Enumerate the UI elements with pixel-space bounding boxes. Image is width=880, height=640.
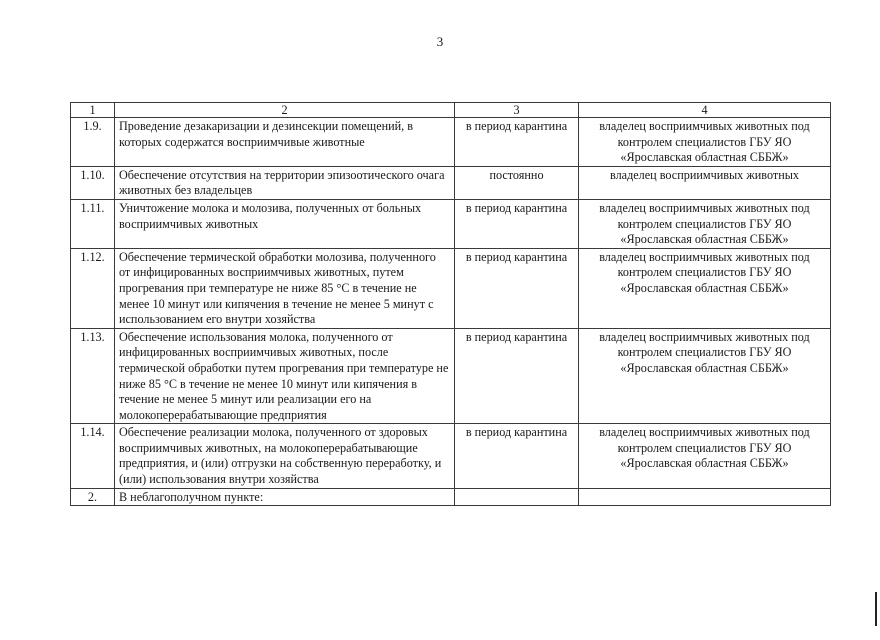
row-number: 1.9. <box>71 118 115 167</box>
row-action: Проведение дезакаризации и дезинсекции помещений, в которых содержатся восприимчивые животные <box>115 118 455 167</box>
row-action: Обеспечение реализации молока, полученного от здоровых восприимчивых животных, на молокоперерабатывающие предприятия, и (или) отгрузки на собственную переработку, и (или) использования внутри хозяйства <box>115 424 455 488</box>
table-header-row <box>71 103 831 118</box>
row-responsible: владелец восприимчивых животных под контролем специалистов ГБУ ЯО «Ярославская областная СББЖ» <box>579 118 831 167</box>
measures-table <box>70 102 831 506</box>
row-action: Обеспечение отсутствия на территории эпизоотического очага животных без владельцев <box>115 166 455 199</box>
row-number: 1.12. <box>71 248 115 328</box>
table-row <box>71 424 831 488</box>
row-number: 1.11. <box>71 199 115 248</box>
row-period: постоянно <box>455 166 579 199</box>
row-number: 1.14. <box>71 424 115 488</box>
row-number: 2. <box>71 488 115 506</box>
table-row <box>71 328 831 424</box>
row-responsible: владелец восприимчивых животных под контролем специалистов ГБУ ЯО «Ярославская областная СББЖ» <box>579 199 831 248</box>
row-responsible: владелец восприимчивых животных под контролем специалистов ГБУ ЯО «Ярославская областная СББЖ» <box>579 248 831 328</box>
column-header-1: 1 <box>71 103 115 118</box>
row-number: 1.10. <box>71 166 115 199</box>
row-action: Уничтожение молока и молозива, полученных от больных восприимчивых животных <box>115 199 455 248</box>
row-action: Обеспечение термической обработки молозива, полученного от инфицированных восприимчивых животных, путем прогревания при температуре не ниже 85 °С в течение не менее 10 минут или кипячения в течение не менее 5 минут с использованием его внутри хозяйства <box>115 248 455 328</box>
row-responsible: владелец восприимчивых животных <box>579 166 831 199</box>
table-row <box>71 488 831 506</box>
row-period: в период карантина <box>455 118 579 167</box>
table-row <box>71 166 831 199</box>
table-row <box>71 248 831 328</box>
row-period: в период карантина <box>455 248 579 328</box>
row-responsible: владелец восприимчивых животных под контролем специалистов ГБУ ЯО «Ярославская областная СББЖ» <box>579 424 831 488</box>
page-number: 3 <box>436 34 444 49</box>
column-header-4: 4 <box>579 103 831 118</box>
row-period: в период карантина <box>455 199 579 248</box>
row-action: В неблагополучном пункте: <box>115 488 455 506</box>
row-period <box>455 488 579 506</box>
row-responsible: владелец восприимчивых животных под контролем специалистов ГБУ ЯО «Ярославская областная СББЖ» <box>579 328 831 424</box>
row-action: Обеспечение использования молока, полученного от инфицированных восприимчивых животных, после термической обработки путем прогревания при температуре не ниже 85 °С в течение не менее 10 минут или кипячения в течение не менее 5 минут или реализации его на молокоперерабатывающие предприятия <box>115 328 455 424</box>
row-period: в период карантина <box>455 424 579 488</box>
table-row <box>71 199 831 248</box>
scan-edge-mark <box>875 592 877 626</box>
table-row <box>71 118 831 167</box>
row-responsible <box>579 488 831 506</box>
row-number: 1.13. <box>71 328 115 424</box>
column-header-2: 2 <box>115 103 455 118</box>
row-period: в период карантина <box>455 328 579 424</box>
column-header-3: 3 <box>455 103 579 118</box>
